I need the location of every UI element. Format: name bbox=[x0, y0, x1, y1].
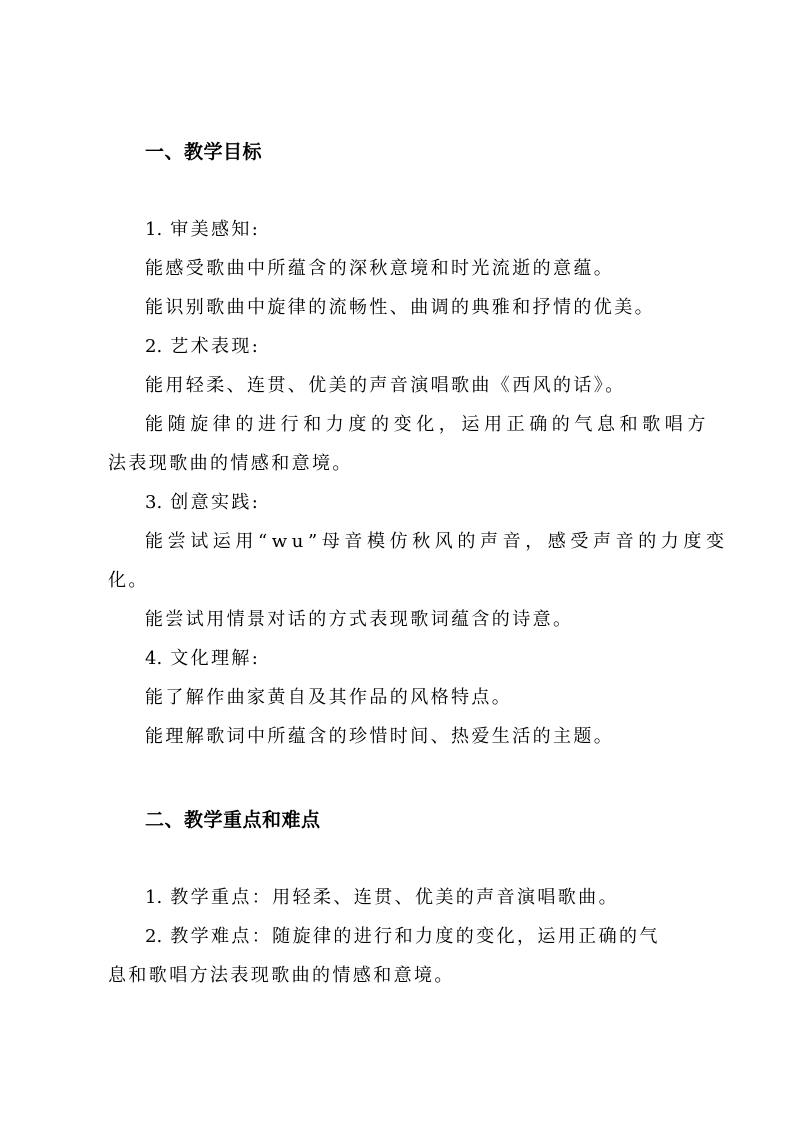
item-title: 创意实践: bbox=[170, 492, 261, 513]
paragraph-line: 化。 bbox=[108, 570, 149, 591]
paragraph-line: 息和歌唱方法表现歌曲的情感和意境。 bbox=[108, 965, 455, 986]
item-heading-cultural-understanding bbox=[145, 646, 260, 672]
item-text: 教学重点：用轻柔、连贯、优美的声音演唱歌曲。 bbox=[170, 887, 619, 908]
paragraph-line: 能识别歌曲中旋律的流畅性、曲调的典雅和抒情的优美。 bbox=[145, 297, 655, 318]
item-number: 1. bbox=[145, 887, 163, 908]
paragraph-line: 能了解作曲家黄自及其作品的风格特点。 bbox=[145, 687, 513, 708]
difficulty-item bbox=[145, 924, 660, 950]
item-number: 1. bbox=[145, 219, 163, 240]
item-text: 教学难点：随旋律的进行和力度的变化，运用正确的气 bbox=[170, 926, 660, 947]
item-heading-aesthetic-perception bbox=[145, 217, 260, 243]
paragraph-line: 法表现歌曲的情感和意境。 bbox=[108, 453, 353, 474]
section-heading-key-points: 二、教学重点和难点 bbox=[145, 809, 321, 831]
paragraph-line: 能尝试用情景对话的方式表现歌词蕴含的诗意。 bbox=[145, 609, 574, 630]
paragraph-line: 能感受歌曲中所蕴含的深秋意境和时光流逝的意蕴。 bbox=[145, 258, 615, 279]
key-point-item bbox=[145, 885, 619, 911]
item-heading-creative-practice bbox=[145, 490, 260, 516]
item-number: 2. bbox=[145, 336, 163, 357]
item-heading-artistic-expression bbox=[145, 334, 260, 360]
section-heading-objectives: 一、教学目标 bbox=[145, 141, 263, 163]
paragraph-line: 能理解歌词中所蕴含的珍惜时间、热爱生活的主题。 bbox=[145, 726, 615, 747]
paragraph-line: 能随旋律的进行和力度的变化，运用正确的气息和歌唱方 bbox=[145, 414, 710, 435]
paragraph-line: 能用轻柔、连贯、优美的声音演唱歌曲《西风的话》。 bbox=[145, 375, 626, 396]
item-title: 文化理解: bbox=[170, 648, 261, 669]
paragraph-line: 能尝试运用“wu”母音模仿秋风的声音，感受声音的力度变 bbox=[145, 531, 729, 552]
item-number: 3. bbox=[145, 492, 163, 513]
item-number: 4. bbox=[145, 648, 163, 669]
item-title: 艺术表现: bbox=[170, 336, 261, 357]
item-title: 审美感知: bbox=[170, 219, 261, 240]
item-number: 2. bbox=[145, 926, 163, 947]
